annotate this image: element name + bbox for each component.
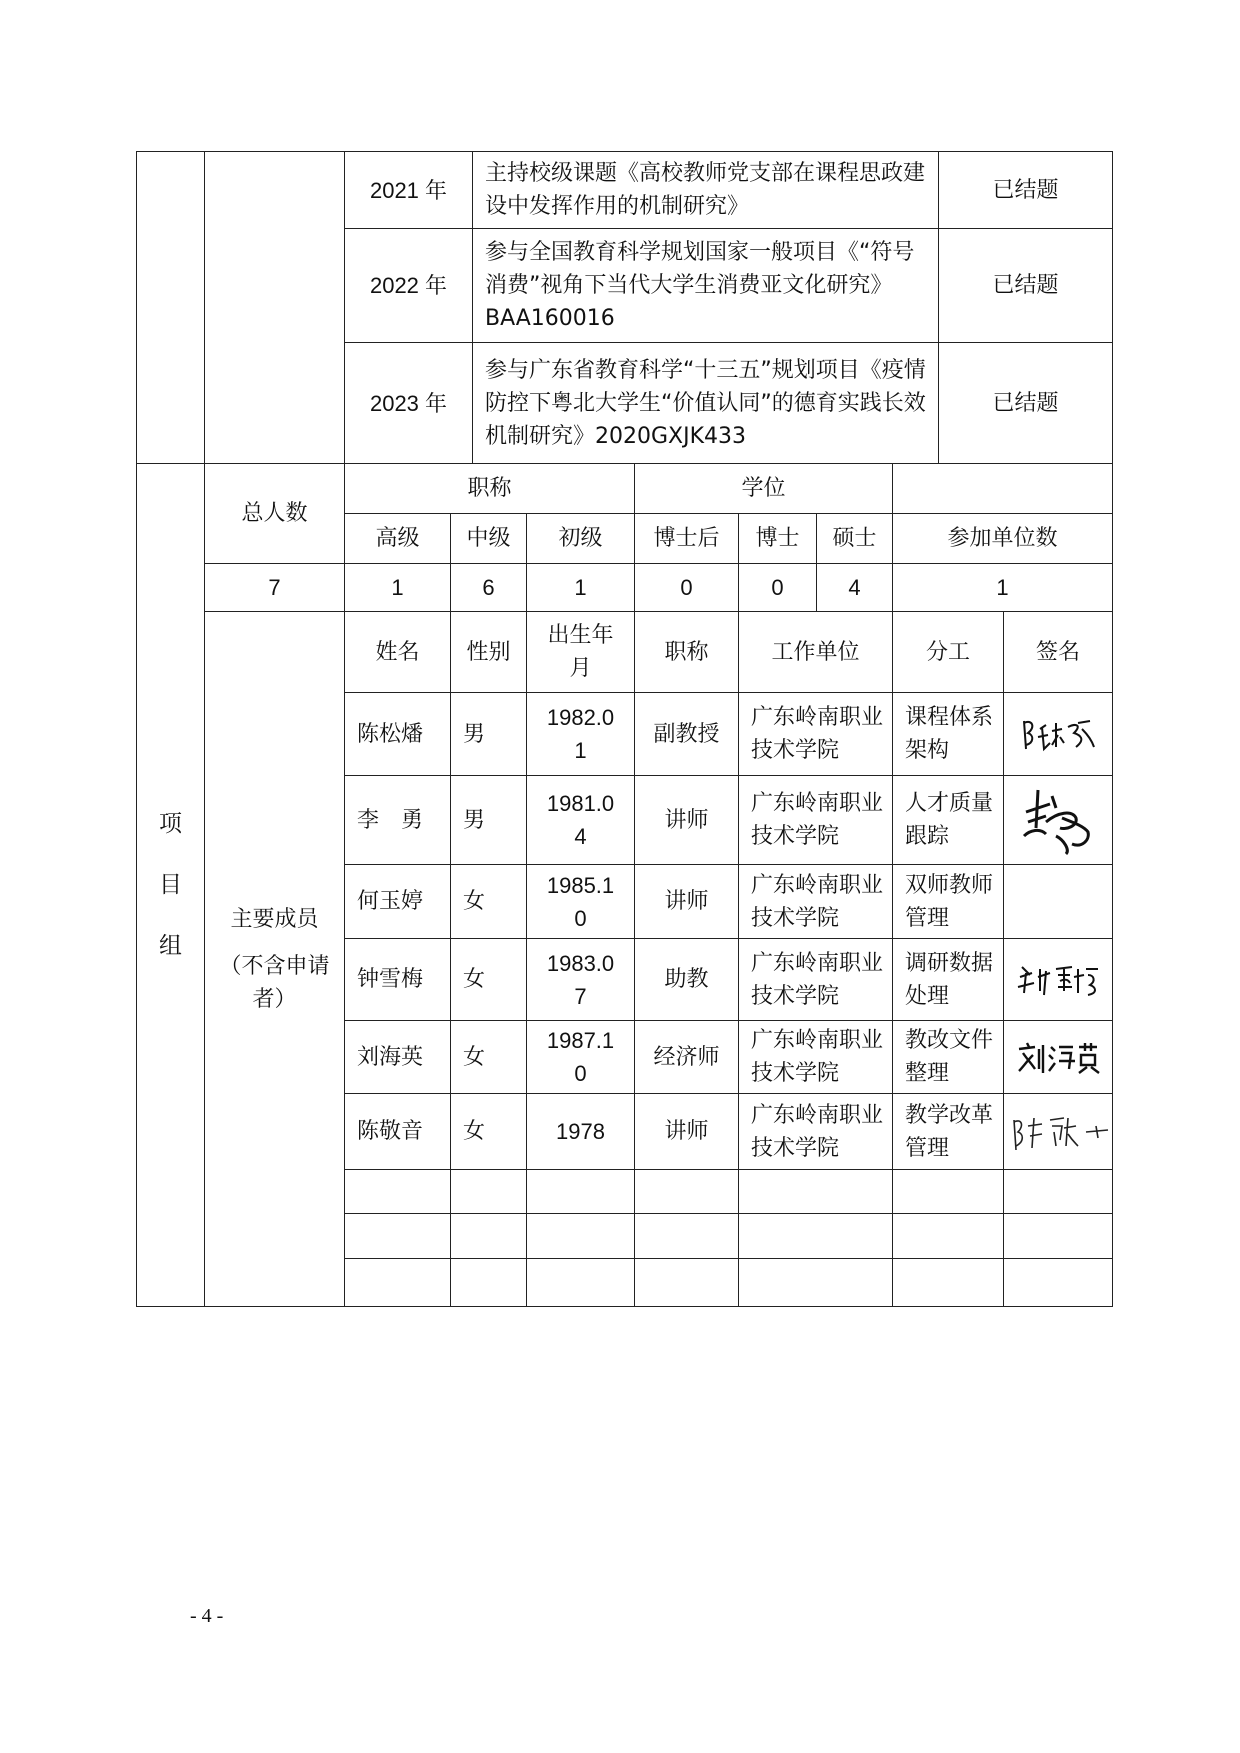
empty-cell [893,1214,1004,1259]
name-header: 姓名 [345,612,451,693]
section-label-char: 组 [159,932,182,959]
members-label-text: 主要成员 [230,906,319,932]
units-header: 参加单位数 [893,514,1113,564]
header-row [137,464,1113,514]
member-gender: 女 [451,939,527,1021]
research-description: 主持校级课题《高校教师党支部在课程思政建设中发挥作用的机制研究》 [473,152,939,229]
member-birth: 1983.07 [527,939,635,1021]
member-role: 双师教师管理 [893,865,1004,939]
member-name: 李 勇 [345,776,451,865]
team-table [136,463,1113,1307]
signature-header: 签名 [1004,612,1113,693]
units-count: 1 [893,564,1113,612]
phd-count: 0 [739,564,817,612]
senior-count: 1 [345,564,451,612]
phd-header: 博士 [739,514,817,564]
blank-cell [205,152,345,464]
member-birth: 1978 [527,1094,635,1170]
signature-image [1006,1106,1110,1158]
member-title: 讲师 [635,776,739,865]
member-unit: 广东岭南职业技术学院 [739,693,893,776]
member-gender: 男 [451,693,527,776]
signature-image [1014,957,1102,1003]
empty-cell [451,1259,527,1307]
empty-cell [1004,1214,1113,1259]
blank-cell [137,152,205,464]
member-name: 刘海英 [345,1021,451,1094]
member-header-row [137,612,1113,693]
section-label [137,464,205,1307]
member-signature [1004,1094,1113,1170]
empty-cell [635,1170,739,1214]
research-year: 2022 年 [345,229,473,343]
member-name: 陈松燔 [345,693,451,776]
member-name: 陈敬音 [345,1094,451,1170]
empty-cell [527,1214,635,1259]
research-row [137,152,1113,229]
empty-cell [1004,1170,1113,1214]
empty-cell [451,1170,527,1214]
counts-row [137,564,1113,612]
postdoc-count: 0 [635,564,739,612]
research-status: 已结题 [939,343,1113,464]
empty-cell [635,1214,739,1259]
empty-cell [1004,1259,1113,1307]
empty-cell [527,1259,635,1307]
member-role: 课程体系架构 [893,693,1004,776]
empty-cell [739,1214,893,1259]
empty-cell [893,1259,1004,1307]
member-signature [1004,693,1113,776]
research-table [136,151,1113,464]
signature-image [1013,1035,1103,1079]
research-year: 2021 年 [345,152,473,229]
empty-cell [345,1170,451,1214]
section-label-char: 目 [159,871,182,898]
master-count: 4 [817,564,893,612]
title-header: 职称 [635,612,739,693]
signature-image [1016,709,1100,759]
blank-cell [893,464,1113,514]
member-gender: 男 [451,776,527,865]
master-header: 硕士 [817,514,893,564]
member-unit: 广东岭南职业技术学院 [739,865,893,939]
empty-cell [739,1259,893,1307]
member-birth: 1982.01 [527,693,635,776]
member-signature [1004,776,1113,865]
member-role: 教改文件整理 [893,1021,1004,1094]
research-description: 参与广东省教育科学“十三五”规划项目《疫情防控下粤北大学生“价值认同”的德育实践长效机制研究》2020GXJK433 [473,343,939,464]
empty-cell [345,1214,451,1259]
member-role: 人才质量跟踪 [893,776,1004,865]
gender-header: 性别 [451,612,527,693]
member-unit: 广东岭南职业技术学院 [739,939,893,1021]
member-unit: 广东岭南职业技术学院 [739,1021,893,1094]
member-unit: 广东岭南职业技术学院 [739,1094,893,1170]
member-title: 助教 [635,939,739,1021]
junior-header: 初级 [527,514,635,564]
member-role: 教学改革管理 [893,1094,1004,1170]
junior-count: 1 [527,564,635,612]
member-unit: 广东岭南职业技术学院 [739,776,893,865]
empty-cell [893,1170,1004,1214]
title-group-header: 职称 [345,464,635,514]
total-header: 总人数 [205,464,345,564]
member-signature [1004,1021,1113,1094]
members-label [205,612,345,1307]
section-label-char: 项 [159,810,182,837]
member-title: 副教授 [635,693,739,776]
member-role: 调研数据处理 [893,939,1004,1021]
research-year: 2023 年 [345,343,473,464]
research-status: 已结题 [939,152,1113,229]
member-birth: 1985.10 [527,865,635,939]
middle-count: 6 [451,564,527,612]
signature-image [1016,782,1100,858]
member-birth: 1981.04 [527,776,635,865]
member-name: 何玉婷 [345,865,451,939]
member-birth: 1987.10 [527,1021,635,1094]
member-name: 钟雪梅 [345,939,451,1021]
empty-cell [345,1259,451,1307]
empty-cell [739,1170,893,1214]
empty-cell [451,1214,527,1259]
member-signature [1004,865,1113,939]
empty-cell [635,1259,739,1307]
research-status: 已结题 [939,229,1113,343]
member-gender: 女 [451,865,527,939]
birth-header: 出生年月 [527,612,635,693]
member-title: 讲师 [635,1094,739,1170]
page-number: - 4 - [190,1605,224,1627]
members-note: （不含申请者） [219,953,330,1012]
postdoc-header: 博士后 [635,514,739,564]
member-gender: 女 [451,1021,527,1094]
member-gender: 女 [451,1094,527,1170]
total-count: 7 [205,564,345,612]
degree-group-header: 学位 [635,464,893,514]
role-header: 分工 [893,612,1004,693]
member-title: 经济师 [635,1021,739,1094]
senior-header: 高级 [345,514,451,564]
member-signature [1004,939,1113,1021]
empty-cell [527,1170,635,1214]
middle-header: 中级 [451,514,527,564]
research-description: 参与全国教育科学规划国家一般项目《“符号消费”视角下当代大学生消费亚文化研究》BAA160016 [473,229,939,343]
member-title: 讲师 [635,865,739,939]
unit-header: 工作单位 [739,612,893,693]
